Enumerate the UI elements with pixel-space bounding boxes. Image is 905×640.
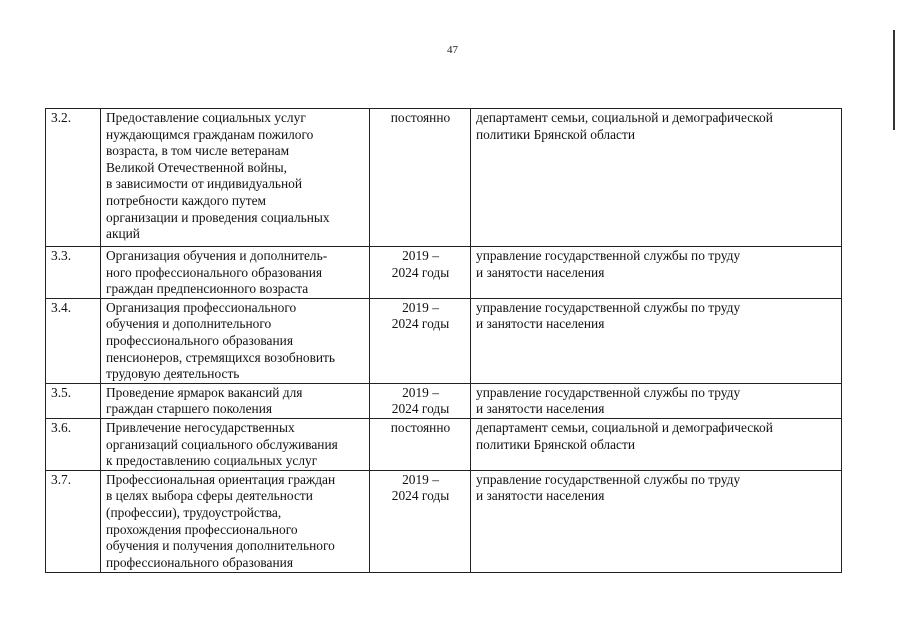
- scan-edge-mark: [893, 30, 895, 130]
- measure-name: Организация профессионального обучения и дополнительного профессионального образования пенсионеров, стремящихся возобновить трудовую деятельность: [106, 299, 336, 382]
- measure-term: 2019 – 2024 годы: [391, 248, 450, 280]
- table-row: [46, 418, 842, 470]
- responsible-body: управление государственной службы по труду и занятости населения: [476, 299, 741, 332]
- measure-name: Профессиональная ориентация граждан в целях выбора сферы деятельности (профессии), трудоустройства, прохождения профессионального обучения и получения дополнительного профессионального образования: [106, 471, 336, 570]
- measure-term: постоянно: [390, 419, 451, 435]
- item-number: 3.2.: [46, 109, 101, 247]
- table-row: [46, 298, 842, 383]
- page-number: 47: [447, 44, 458, 56]
- table-row: [46, 247, 842, 299]
- item-number: 3.5.: [46, 383, 101, 418]
- item-number: 3.6.: [46, 418, 101, 470]
- measure-term: 2019 – 2024 годы: [391, 384, 450, 417]
- measure-term: 2019 – 2024 годы: [391, 471, 450, 504]
- item-number: 3.3.: [46, 247, 101, 299]
- measure-name: Привлечение негосударственных организаций социального обслуживания к предоставлению социальных услуг: [106, 419, 338, 469]
- measure-term: постоянно: [390, 110, 451, 125]
- item-number: 3.4.: [46, 298, 101, 383]
- measures-table: [45, 108, 842, 573]
- measure-name: Предоставление социальных услуг нуждающимся гражданам пожилого возраста, в том числе ветеранам Великой Отечественной войны, в зависимости от индивидуальной потребности каждого путем организации и проведения социальных акций: [106, 110, 330, 242]
- item-number: 3.7.: [46, 470, 101, 572]
- responsible-body: департамент семьи, социальной и демографической политики Брянской области: [476, 419, 773, 452]
- responsible-body: управление государственной службы по труду и занятости населения: [476, 471, 741, 504]
- measure-name: Организация обучения и дополнитель- ного профессионального образования граждан предпенсионного возраста: [106, 248, 328, 297]
- table-row: [46, 470, 842, 572]
- responsible-body: департамент семьи, социальной и демографической политики Брянской области: [476, 110, 773, 142]
- responsible-body: управление государственной службы по труду и занятости населения: [476, 248, 741, 280]
- table-row: [46, 109, 842, 247]
- measure-term: 2019 – 2024 годы: [391, 299, 450, 332]
- responsible-body: управление государственной службы по труду и занятости населения: [476, 384, 741, 417]
- table-row: [46, 383, 842, 418]
- measure-name: Проведение ярмарок вакансий для граждан старшего поколения: [106, 384, 303, 417]
